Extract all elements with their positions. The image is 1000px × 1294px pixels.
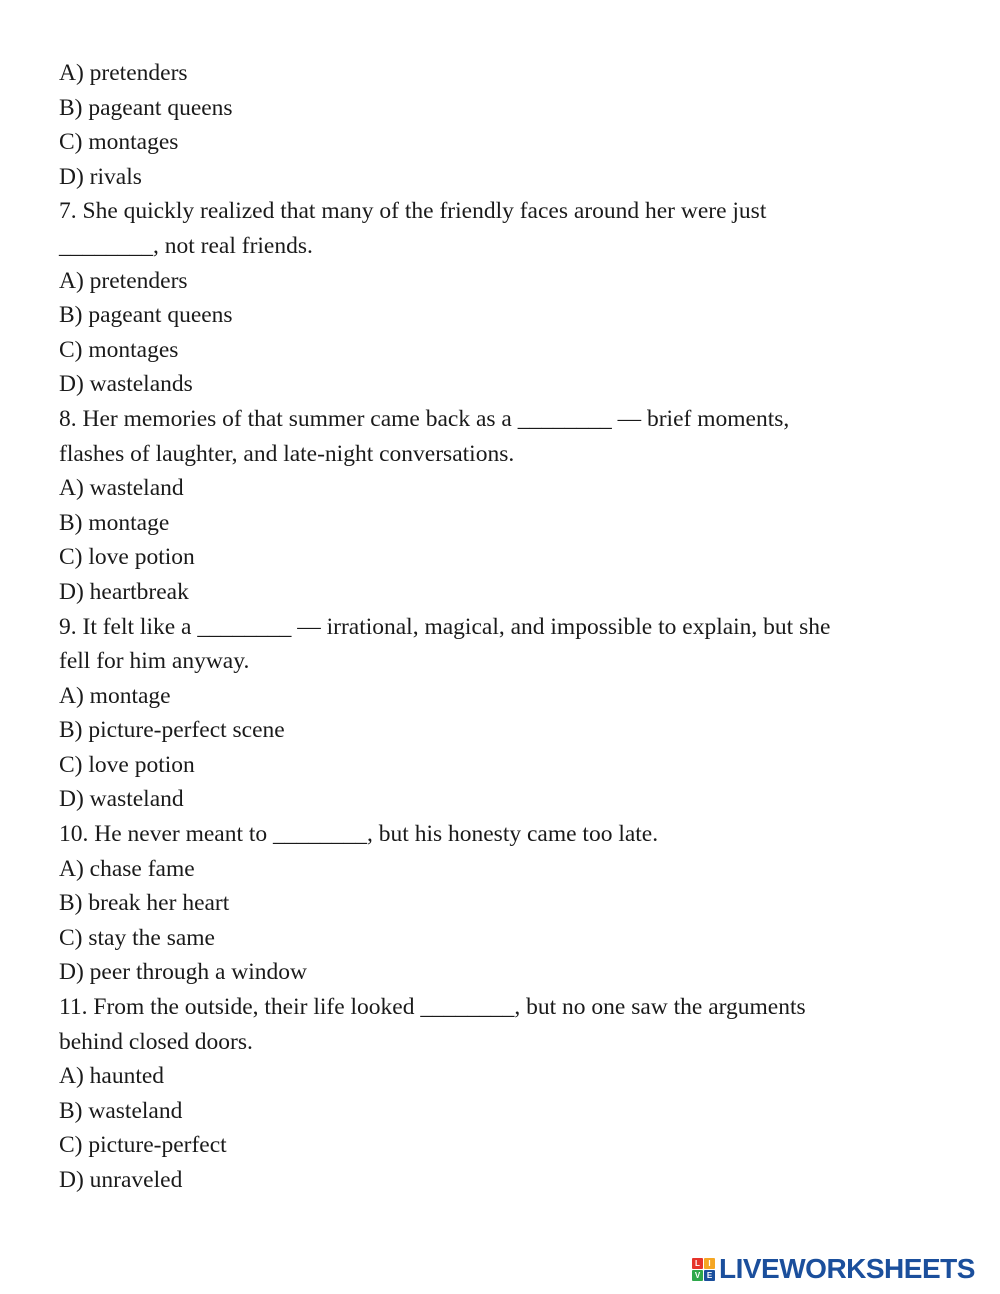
question-text-line-1: 8. Her memories of that summer came back as a ________ — brief moments, bbox=[59, 405, 790, 432]
option-d: D) wastelands bbox=[59, 371, 193, 398]
question-text-line-2: behind closed doors. bbox=[59, 1028, 253, 1055]
option-b: B) pageant queens bbox=[59, 302, 233, 329]
liveworksheets-logo-icon bbox=[692, 1258, 715, 1281]
question-text-line-2: fell for him anyway. bbox=[59, 648, 250, 675]
question-text-line-1: 10. He never meant to ________, but his honesty came too late. bbox=[59, 821, 659, 848]
worksheet-page bbox=[59, 56, 939, 1198]
logo-mark-tile: E bbox=[704, 1270, 715, 1281]
logo-mark-tile: I bbox=[704, 1258, 715, 1269]
option-d: D) unraveled bbox=[59, 1167, 183, 1193]
logo-mark-tile: V bbox=[692, 1270, 703, 1281]
option-d: D) heartbreak bbox=[59, 578, 189, 605]
question-9 bbox=[59, 610, 939, 818]
option-c: C) stay the same bbox=[59, 924, 215, 951]
option-c: C) montages bbox=[59, 129, 179, 156]
option-b: B) montage bbox=[59, 509, 170, 536]
question-text-line-2: ________, not real friends. bbox=[59, 232, 313, 259]
previous-question-options bbox=[59, 56, 939, 194]
question-text-line-1: 7. She quickly realized that many of the friendly faces around her were just bbox=[59, 198, 767, 225]
option-d: D) peer through a window bbox=[59, 959, 307, 986]
question-10 bbox=[59, 817, 939, 990]
question-text-line-1: 11. From the outside, their life looked ________, but no one saw the arguments bbox=[59, 994, 806, 1021]
question-11 bbox=[59, 990, 939, 1198]
liveworksheets-logo bbox=[692, 1252, 975, 1286]
logo-mark-tile: L bbox=[692, 1258, 703, 1269]
option-b: B) pageant queens bbox=[59, 94, 233, 121]
question-text-line-1: 9. It felt like a ________ — irrational, magical, and impossible to explain, but she bbox=[59, 613, 831, 640]
logo-text: LIVEWORKSHEETS bbox=[719, 1253, 975, 1284]
question-text-line-2: flashes of laughter, and late-night conversations. bbox=[59, 440, 515, 467]
option-c: C) love potion bbox=[59, 544, 195, 571]
option-b: B) picture-perfect scene bbox=[59, 717, 285, 744]
option-c: C) picture-perfect bbox=[59, 1132, 227, 1159]
option-a: A) pretenders bbox=[59, 60, 188, 86]
option-a: A) montage bbox=[59, 682, 171, 709]
option-a: A) haunted bbox=[59, 1063, 165, 1090]
option-a: A) wasteland bbox=[59, 475, 184, 502]
option-c: C) love potion bbox=[59, 751, 195, 778]
option-d: D) rivals bbox=[59, 163, 142, 190]
option-b: B) wasteland bbox=[59, 1097, 183, 1124]
question-7 bbox=[59, 194, 939, 402]
option-a: A) pretenders bbox=[59, 267, 188, 294]
question-8 bbox=[59, 402, 939, 610]
option-d: D) wasteland bbox=[59, 786, 184, 813]
option-a: A) chase fame bbox=[59, 855, 195, 882]
option-c: C) montages bbox=[59, 336, 179, 363]
option-b: B) break her heart bbox=[59, 890, 230, 917]
